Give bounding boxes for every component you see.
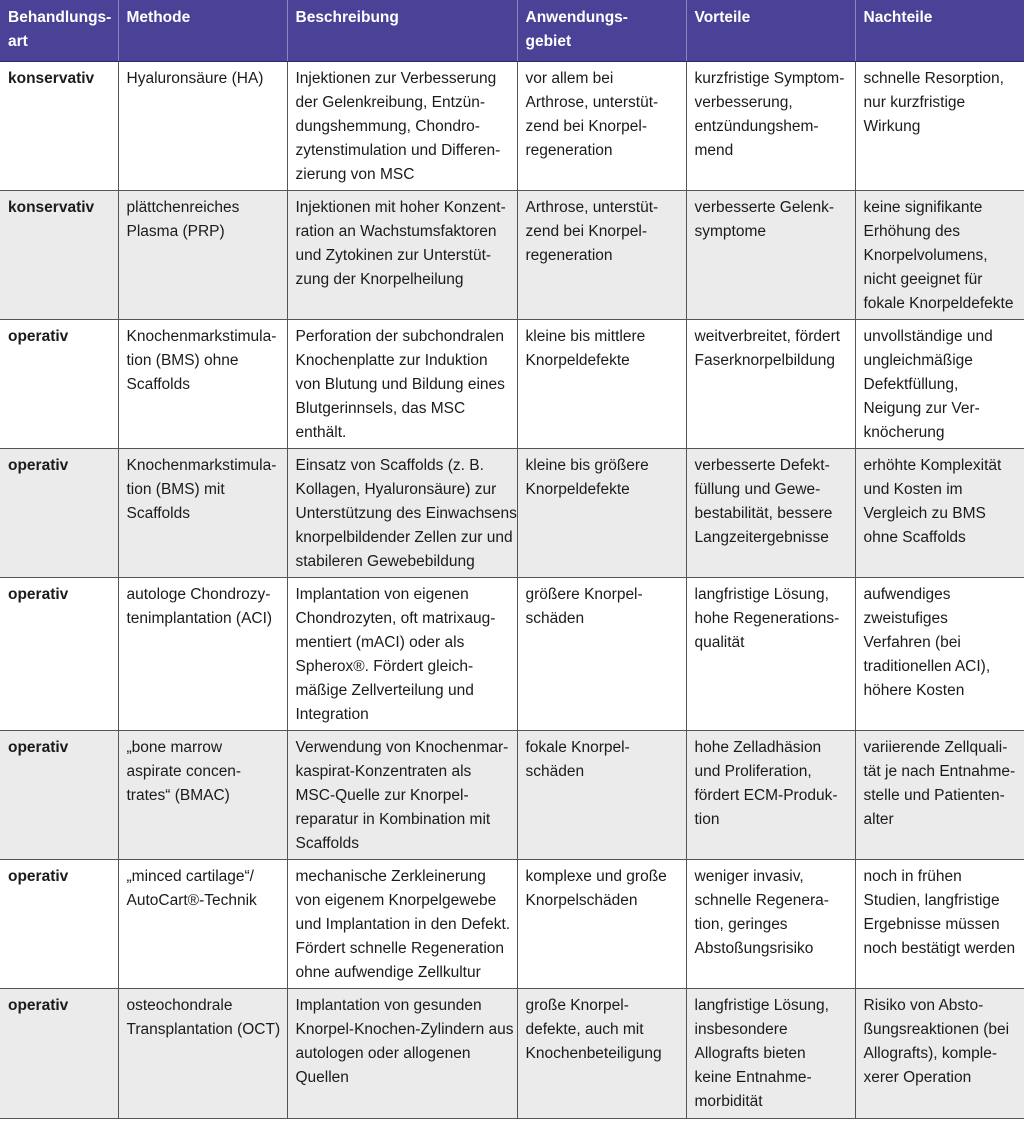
cell-text: Knochenplatte zur Induktion bbox=[295, 352, 488, 369]
cell-text: operativ bbox=[8, 997, 69, 1014]
cell-text: Perforation der subchondralen bbox=[295, 328, 505, 345]
cell-text: ungleichmäßige bbox=[863, 352, 973, 369]
cell-text: erhöhte Komplexität bbox=[863, 457, 1002, 474]
cell-text: schäden bbox=[525, 763, 585, 780]
header-application-area bbox=[517, 0, 686, 62]
cell-method bbox=[118, 578, 287, 731]
cell-text: schäden bbox=[525, 610, 585, 627]
cell-text: Allografts), komple- bbox=[863, 1045, 998, 1062]
cell-treatment-type bbox=[0, 578, 118, 731]
header-description bbox=[287, 0, 517, 62]
header-text: art bbox=[8, 33, 28, 50]
cell-text: unvollständige und bbox=[863, 328, 993, 345]
cell-text: zweistufiges bbox=[863, 610, 948, 627]
cell-text: Knorpeldefekte bbox=[525, 481, 630, 498]
cell-text: regeneration bbox=[525, 247, 613, 264]
cell-text: Studien, langfristige bbox=[863, 892, 1000, 909]
cell-text: von Blutung und Bildung eines bbox=[295, 376, 505, 393]
cell-application-area bbox=[517, 191, 686, 320]
header-text: Anwendungs- bbox=[525, 9, 628, 26]
cell-text: variierende Zellquali- bbox=[863, 739, 1008, 756]
cell-treatment-type bbox=[0, 449, 118, 578]
cell-text: Allografts bieten bbox=[694, 1045, 806, 1062]
cell-text: bestabilität, bessere bbox=[694, 505, 833, 522]
cell-text: Knorpelschäden bbox=[525, 892, 638, 909]
table-row bbox=[0, 989, 1024, 1119]
cell-text: Knochenmarkstimula- bbox=[126, 457, 277, 474]
cell-text: kaspirat-Konzentraten als bbox=[295, 763, 472, 780]
cell-text: noch in frühen bbox=[863, 868, 962, 885]
cell-application-area bbox=[517, 62, 686, 191]
cell-text: und Kosten im bbox=[863, 481, 963, 498]
cell-text: von eigenem Knorpelgewebe bbox=[295, 892, 497, 909]
cell-description bbox=[287, 320, 517, 449]
cell-method bbox=[118, 860, 287, 989]
cell-text: Blutgerinnsels, das MSC bbox=[295, 400, 466, 417]
cell-text: ration an Wachstumsfaktoren bbox=[295, 223, 497, 240]
cell-text: fördert ECM-Produk- bbox=[694, 787, 838, 804]
cell-text: alter bbox=[863, 811, 894, 828]
cell-text: operativ bbox=[8, 328, 69, 345]
cell-method bbox=[118, 191, 287, 320]
cell-disadvantages bbox=[855, 989, 1024, 1119]
cell-text: Verwendung von Knochenmar- bbox=[295, 739, 509, 756]
cell-text: Knorpeldefekte bbox=[525, 352, 630, 369]
header-text: Behandlungs- bbox=[8, 9, 112, 26]
cell-application-area bbox=[517, 860, 686, 989]
cell-text: fokale Knorpel- bbox=[525, 739, 630, 756]
cell-text: höhere Kosten bbox=[863, 682, 965, 699]
header-treatment-type bbox=[0, 0, 118, 62]
cell-text: konservativ bbox=[8, 70, 95, 87]
cell-text: Integration bbox=[295, 706, 369, 723]
cell-method bbox=[118, 989, 287, 1119]
cell-text: reparatur in Kombination mit bbox=[295, 811, 491, 828]
cell-text: Knochenmarkstimula- bbox=[126, 328, 277, 345]
cell-description bbox=[287, 191, 517, 320]
cell-application-area bbox=[517, 449, 686, 578]
cell-text: tion (BMS) ohne bbox=[126, 352, 239, 369]
cell-text: keine Entnahme- bbox=[694, 1069, 812, 1086]
cell-text: Faserknorpelbildung bbox=[694, 352, 835, 369]
cell-treatment-type bbox=[0, 62, 118, 191]
cell-text: Injektionen mit hoher Konzent- bbox=[295, 199, 506, 216]
cell-text: Kollagen, Hyaluronsäure) zur bbox=[295, 481, 497, 498]
cell-text: schnelle Resorption, bbox=[863, 70, 1004, 87]
cell-text: verbesserte Defekt- bbox=[694, 457, 830, 474]
cell-text: Unterstützung des Einwachsens bbox=[295, 505, 517, 522]
cell-method bbox=[118, 449, 287, 578]
cell-text: Einsatz von Scaffolds (z. B. bbox=[295, 457, 484, 474]
cell-text: mechanische Zerkleinerung bbox=[295, 868, 486, 885]
cell-text: Injektionen zur Verbesserung bbox=[295, 70, 497, 87]
cell-text: AutoCart®-Technik bbox=[126, 892, 257, 909]
header-advantages bbox=[686, 0, 855, 62]
header-row bbox=[0, 0, 1024, 62]
cell-text: mend bbox=[694, 142, 734, 159]
cell-text: langfristige Lösung, bbox=[694, 997, 829, 1014]
cell-text: Defektfüllung, bbox=[863, 376, 959, 393]
table-row bbox=[0, 320, 1024, 449]
cell-text: morbidität bbox=[694, 1093, 763, 1110]
cell-text: vor allem bei bbox=[525, 70, 614, 87]
cell-text: kleine bis größere bbox=[525, 457, 649, 474]
cell-treatment-type bbox=[0, 191, 118, 320]
cell-text: Implantation von gesunden bbox=[295, 997, 482, 1014]
cell-text: Verfahren (bei bbox=[863, 634, 961, 651]
cell-text: regeneration bbox=[525, 142, 613, 159]
cell-disadvantages bbox=[855, 191, 1024, 320]
cell-text: Neigung zur Ver- bbox=[863, 400, 980, 417]
cell-text: aufwendiges bbox=[863, 586, 951, 603]
header-text: Methode bbox=[126, 9, 191, 26]
cell-text: noch bestätigt werden bbox=[863, 940, 1016, 957]
cell-application-area bbox=[517, 989, 686, 1119]
cell-text: defekte, auch mit bbox=[525, 1021, 644, 1038]
cell-method bbox=[118, 731, 287, 860]
cell-text: autologe Chondrozy- bbox=[126, 586, 271, 603]
cell-text: ohne Scaffolds bbox=[863, 529, 966, 546]
cell-disadvantages bbox=[855, 62, 1024, 191]
cell-text: knöcherung bbox=[863, 424, 945, 441]
cell-text: Abstoßungsrisiko bbox=[694, 940, 814, 957]
table-row bbox=[0, 449, 1024, 578]
cell-text: symptome bbox=[694, 223, 766, 240]
cell-advantages bbox=[686, 320, 855, 449]
cell-method bbox=[118, 62, 287, 191]
cell-text: weniger invasiv, bbox=[694, 868, 804, 885]
cell-text: osteochondrale bbox=[126, 997, 233, 1014]
cell-text: zierung von MSC bbox=[295, 166, 415, 183]
cell-text: und Zytokinen zur Unterstüt- bbox=[295, 247, 492, 264]
cell-text: Fördert schnelle Regeneration bbox=[295, 940, 505, 957]
cell-text: konservativ bbox=[8, 199, 95, 216]
cell-text: Wirkung bbox=[863, 118, 921, 135]
cell-text: füllung und Gewe- bbox=[694, 481, 821, 498]
cell-text: langfristige Lösung, bbox=[694, 586, 829, 603]
cell-text: „bone marrow bbox=[126, 739, 223, 756]
cell-text: keine signifikante bbox=[863, 199, 983, 216]
header-text: Vorteile bbox=[694, 9, 751, 26]
cell-text: operativ bbox=[8, 739, 69, 756]
table-row bbox=[0, 578, 1024, 731]
table-body bbox=[0, 62, 1024, 1119]
cell-description bbox=[287, 860, 517, 989]
cell-text: ohne aufwendige Zellkultur bbox=[295, 964, 481, 981]
cell-description bbox=[287, 449, 517, 578]
cell-text: operativ bbox=[8, 586, 69, 603]
cell-text: knorpelbildender Zellen zur und bbox=[295, 529, 513, 546]
header-disadvantages bbox=[855, 0, 1024, 62]
header-text: Beschreibung bbox=[295, 9, 399, 26]
cell-text: tion (BMS) mit bbox=[126, 481, 225, 498]
cell-text: MSC-Quelle zur Knorpel- bbox=[295, 787, 469, 804]
cell-text: Spherox®. Fördert gleich- bbox=[295, 658, 474, 675]
cell-text: stelle und Patienten- bbox=[863, 787, 1005, 804]
cell-text: plättchenreiches bbox=[126, 199, 240, 216]
cell-text: aspirate concen- bbox=[126, 763, 242, 780]
cell-treatment-type bbox=[0, 989, 118, 1119]
cell-advantages bbox=[686, 731, 855, 860]
cell-text: Knorpelvolumens, bbox=[863, 247, 988, 264]
cell-text: enthält. bbox=[295, 424, 347, 441]
cell-treatment-type bbox=[0, 731, 118, 860]
header-text: gebiet bbox=[525, 33, 572, 50]
cell-disadvantages bbox=[855, 860, 1024, 989]
cell-text: hohe Zelladhäsion bbox=[694, 739, 822, 756]
cell-text: tion bbox=[694, 811, 720, 828]
cell-text: trates“ (BMAC) bbox=[126, 787, 230, 804]
cell-text: Knochenbeteiligung bbox=[525, 1045, 662, 1062]
cell-text: Scaffolds bbox=[295, 835, 359, 852]
cell-text: „minced cartilage“/ bbox=[126, 868, 254, 885]
cell-text: ßungsreaktionen (bei bbox=[863, 1021, 1010, 1038]
cell-text: Risiko von Absto- bbox=[863, 997, 984, 1014]
cell-text: qualität bbox=[694, 634, 745, 651]
cell-text: und Implantation in den Defekt. bbox=[295, 916, 511, 933]
cell-text: und Proliferation, bbox=[694, 763, 812, 780]
cell-advantages bbox=[686, 989, 855, 1119]
cell-text: Langzeitergebnisse bbox=[694, 529, 829, 546]
cell-text: Scaffolds bbox=[126, 505, 190, 522]
cell-text: fokale Knorpeldefekte bbox=[863, 295, 1014, 312]
cell-text: hohe Regenerations- bbox=[694, 610, 840, 627]
cell-text: insbesondere bbox=[694, 1021, 788, 1038]
cell-method bbox=[118, 320, 287, 449]
cell-text: stabileren Gewebebildung bbox=[295, 553, 475, 570]
cell-description bbox=[287, 731, 517, 860]
cell-application-area bbox=[517, 731, 686, 860]
cell-text: entzündungshem- bbox=[694, 118, 819, 135]
cell-text: Arthrose, unterstüt- bbox=[525, 199, 659, 216]
cell-text: kurzfristige Symptom- bbox=[694, 70, 845, 87]
header-method bbox=[118, 0, 287, 62]
cell-text: Quellen bbox=[295, 1069, 349, 1086]
cell-text: operativ bbox=[8, 457, 69, 474]
cell-advantages bbox=[686, 62, 855, 191]
cell-text: xerer Operation bbox=[863, 1069, 972, 1086]
cell-text: Ergebnisse müssen bbox=[863, 916, 1000, 933]
cell-text: zung der Knorpelheilung bbox=[295, 271, 464, 288]
cell-text: zytenstimulation und Differen- bbox=[295, 142, 501, 159]
cell-text: zend bei Knorpel- bbox=[525, 223, 647, 240]
cell-disadvantages bbox=[855, 449, 1024, 578]
cell-description bbox=[287, 989, 517, 1119]
cell-treatment-type bbox=[0, 860, 118, 989]
cell-text: Scaffolds bbox=[126, 376, 190, 393]
table-header bbox=[0, 0, 1024, 62]
cell-text: Implantation von eigenen bbox=[295, 586, 469, 603]
cell-text: Erhöhung des bbox=[863, 223, 961, 240]
cell-text: traditionellen ACI), bbox=[863, 658, 991, 675]
cell-text: tät je nach Entnahme- bbox=[863, 763, 1016, 780]
cell-text: Vergleich zu BMS bbox=[863, 505, 986, 522]
cell-description bbox=[287, 62, 517, 191]
cell-advantages bbox=[686, 578, 855, 731]
cell-text: Hyaluronsäure (HA) bbox=[126, 70, 264, 87]
cell-text: tenimplantation (ACI) bbox=[126, 610, 273, 627]
cell-text: nur kurzfristige bbox=[863, 94, 966, 111]
cell-text: verbesserte Gelenk- bbox=[694, 199, 835, 216]
cell-advantages bbox=[686, 191, 855, 320]
cell-text: dungshemmung, Chondro- bbox=[295, 118, 480, 135]
cell-application-area bbox=[517, 578, 686, 731]
cell-text: weitverbreitet, fördert bbox=[694, 328, 841, 345]
cell-advantages bbox=[686, 449, 855, 578]
cell-text: mäßige Zellverteilung und bbox=[295, 682, 474, 699]
cell-text: tion, geringes bbox=[694, 916, 788, 933]
header-text: Nachteile bbox=[863, 9, 933, 26]
cell-text: Knorpel-Knochen-Zylindern aus bbox=[295, 1021, 514, 1038]
cell-text: operativ bbox=[8, 868, 69, 885]
cell-treatment-type bbox=[0, 320, 118, 449]
cell-text: mentiert (mACI) oder als bbox=[295, 634, 465, 651]
cell-text: der Gelenkreibung, Entzün- bbox=[295, 94, 486, 111]
cell-text: schnelle Regenera- bbox=[694, 892, 829, 909]
cell-text: Chondrozyten, oft matrixaug- bbox=[295, 610, 496, 627]
cell-text: autologen oder allogenen bbox=[295, 1045, 471, 1062]
cell-text: größere Knorpel- bbox=[525, 586, 643, 603]
cell-text: komplexe und große bbox=[525, 868, 667, 885]
cell-text: verbesserung, bbox=[694, 94, 793, 111]
cell-description bbox=[287, 578, 517, 731]
cell-advantages bbox=[686, 860, 855, 989]
cell-text: große Knorpel- bbox=[525, 997, 629, 1014]
cell-disadvantages bbox=[855, 731, 1024, 860]
cell-text: zend bei Knorpel- bbox=[525, 118, 647, 135]
table-row bbox=[0, 860, 1024, 989]
cell-text: Plasma (PRP) bbox=[126, 223, 225, 240]
cell-text: kleine bis mittlere bbox=[525, 328, 646, 345]
cell-text: Transplantation (OCT) bbox=[126, 1021, 281, 1038]
table-row bbox=[0, 731, 1024, 860]
cell-text: Arthrose, unterstüt- bbox=[525, 94, 659, 111]
cell-text: nicht geeignet für bbox=[863, 271, 983, 288]
table-row bbox=[0, 62, 1024, 191]
table-row bbox=[0, 191, 1024, 320]
cell-disadvantages bbox=[855, 320, 1024, 449]
cell-application-area bbox=[517, 320, 686, 449]
cell-disadvantages bbox=[855, 578, 1024, 731]
